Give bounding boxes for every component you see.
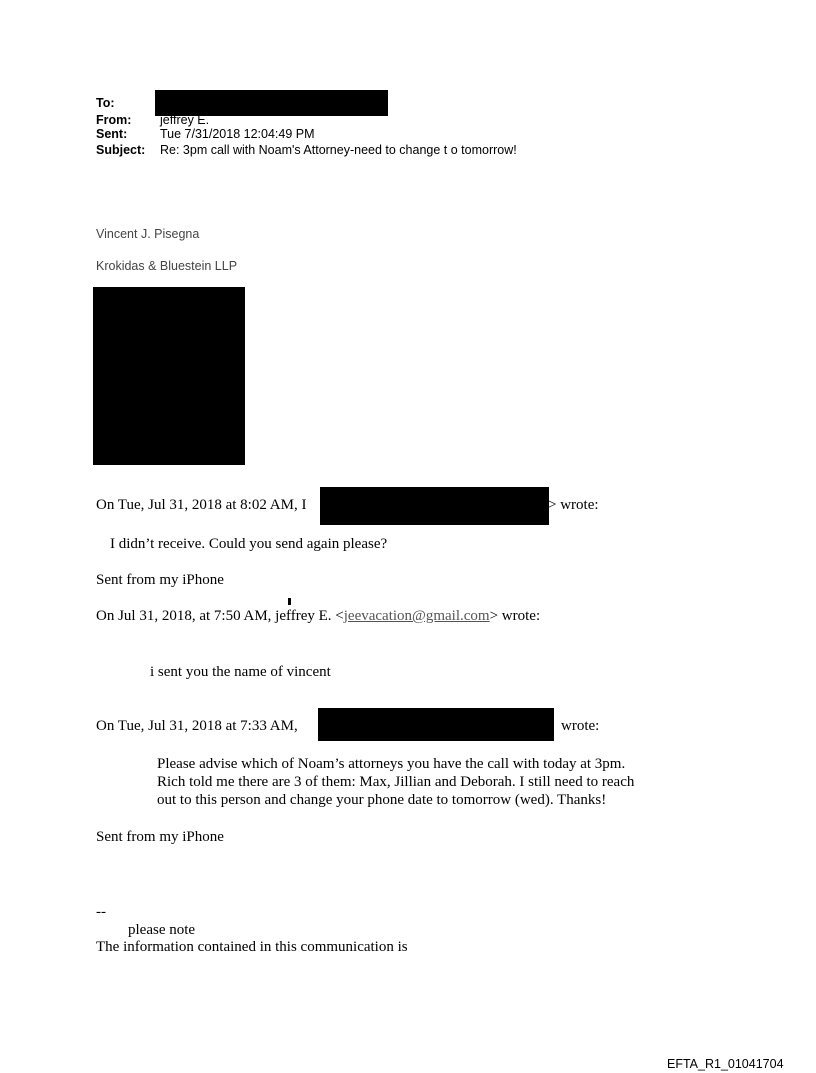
please-note: please note [128, 922, 196, 938]
quote3-attribution: On Tue, Jul 31, 2018 at 7:33 AM, [96, 718, 298, 734]
quote3-wrote: wrote: [561, 718, 600, 734]
reply2-text: i sent you the name of vincent [150, 664, 331, 680]
quote2-prefix: On Jul 31, 2018, at 7:50 AM, jeffrey E. < [96, 608, 344, 624]
subject-label: Subject: [96, 143, 146, 157]
signature-name: Vincent J. Pisegna [96, 227, 200, 241]
signature-logo-redaction [93, 287, 245, 465]
disclaimer-text: The information contained in this communication is [96, 939, 408, 955]
sent-from-iphone-1: Sent from my iPhone [96, 572, 224, 588]
quote2-suffix: > wrote: [489, 608, 541, 624]
quote1-wrote: > wrote: [548, 497, 599, 513]
to-label: To: [96, 96, 115, 110]
message-line-1: Please advise which of Noam’s attorneys you have the call with today at 3pm. [157, 756, 626, 772]
sent-from-iphone-2: Sent from my iPhone [96, 829, 224, 845]
sent-label: Sent: [96, 127, 128, 141]
quote2-attribution [96, 607, 540, 625]
from-label: From: [96, 113, 132, 127]
from-value: jeffrey E. [160, 113, 210, 127]
document-id: EFTA_R1_01041704 [667, 1057, 784, 1071]
signature-firm: Krokidas & Bluestein LLP [96, 259, 238, 273]
message-line-3: out to this person and change your phone date to tomorrow (wed). Thanks! [157, 792, 607, 808]
quote3-sender-redaction [318, 708, 554, 741]
sent-value: Tue 7/31/2018 12:04:49 PM [160, 127, 315, 141]
quote1-sender-redaction [320, 487, 549, 525]
email-link[interactable]: jeevacation@gmail.com [343, 608, 490, 624]
signature-dashes: -- [96, 904, 106, 920]
subject-value: Re: 3pm call with Noam's Attorney-need to change t o tomorrow! [160, 143, 517, 157]
small-redaction-mark [288, 598, 291, 605]
quote1-attribution: On Tue, Jul 31, 2018 at 8:02 AM, I [96, 497, 307, 513]
message-line-2: Rich told me there are 3 of them: Max, Jillian and Deborah. I still need to reach [157, 774, 635, 790]
reply1-text: I didn’t receive. Could you send again please? [110, 536, 388, 552]
